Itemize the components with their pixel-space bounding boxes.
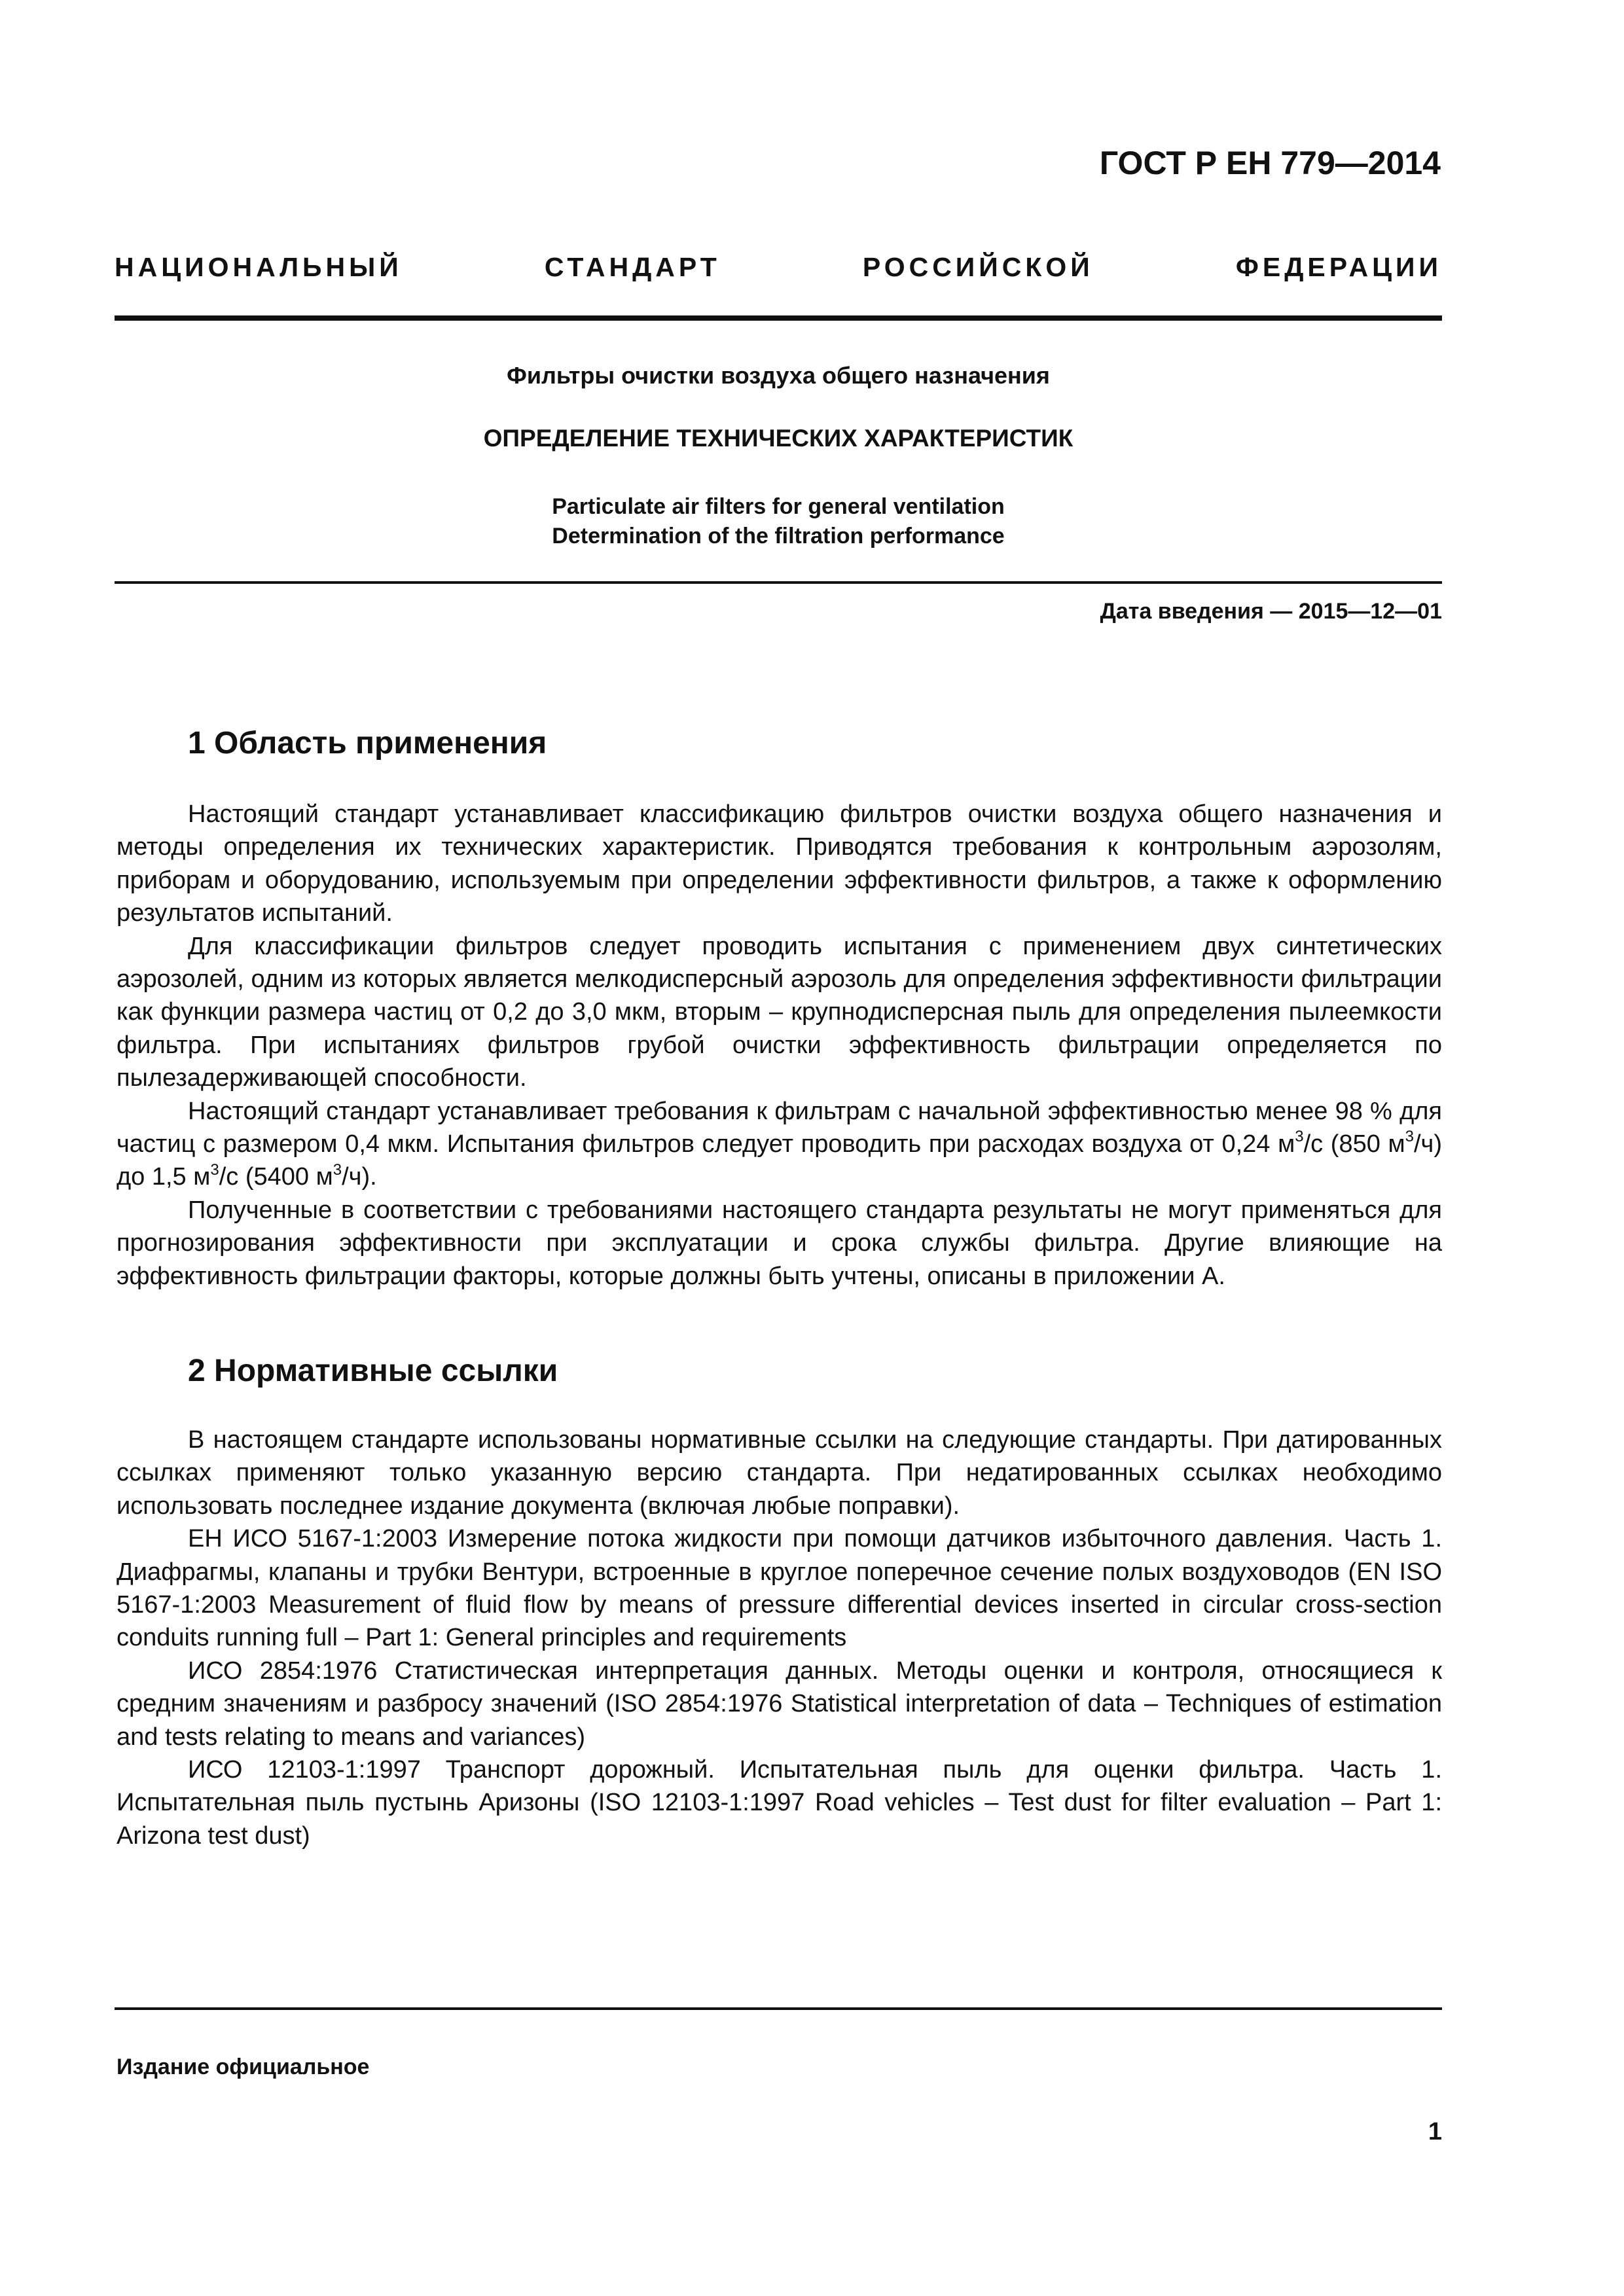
introduction-date: Дата введения — 2015—12—01 — [1100, 599, 1442, 624]
document-number: ГОСТ Р ЕН 779—2014 — [1099, 145, 1441, 181]
section-1-paragraph-3: Настоящий стандарт устанавливает требования к фильтрам с начальной эффективностью менее 98 % для частиц с размером 0,4 мкм. Испытания фильтров следует проводить при расходах воздуха от 0,24 $м^3/с$ (850 $м^3/ч$) до 1,5 $м^3/с$ (5400 $м^3/ч$). — [117, 1097, 1442, 1191]
russian-subtitle: ОПРЕДЕЛЕНИЕ ТЕХНИЧЕСКИХ ХАРАКТЕРИСТИК — [483, 425, 1074, 452]
section-1-heading: 1 Область применения — [188, 726, 547, 761]
russian-title: Фильтры очистки воздуха общего назначения — [507, 362, 1050, 389]
national-standard-banner: НАЦИОНАЛЬНЫЙ СТАНДАРТ РОССИЙСКОЙ ФЕДЕРАЦИИ — [115, 252, 1442, 282]
section-1-body — [117, 798, 1442, 1293]
section-2-reference-3: ИСО 12103-1:1997 Транспорт дорожный. Испытательная пыль для оценки фильтра. Часть 1. Испытательная пыль пустынь Аризоны (ISO 12103-1:1997 Road vehicles – Test dust for filter evaluation – Part 1: Arizona test dust) — [117, 1756, 1442, 1850]
section-2-heading: 2 Нормативные ссылки — [188, 1354, 558, 1388]
english-title — [115, 492, 1442, 551]
section-2-body — [117, 1424, 1442, 1852]
title-divider — [115, 581, 1442, 584]
english-title-line-2: Determination of the filtration performance — [552, 524, 1005, 548]
header-divider — [115, 315, 1442, 321]
footer-divider — [115, 2007, 1442, 2010]
section-2-reference-1: ЕН ИСО 5167-1:2003 Измерение потока жидкости при помощи датчиков избыточного давления. Часть 1. Диафрагмы, клапаны и трубки Вентури, встроенные в круглое поперечное сечение полых воздуховодов (EN ISO 5167-1:2003 Measurement of fluid flow by means of pressure differential devices inserted in circular cross-section conduits running full – Part 1: General principles and requirements — [117, 1525, 1442, 1652]
page-number: 1 — [1428, 2118, 1442, 2145]
official-edition-label: Издание официальное — [117, 2054, 370, 2079]
section-1-paragraph-4: Полученные в соответствии с требованиями настоящего стандарта результаты не могут применяться для прогнозирования эффективности при эксплуатации и срока службы фильтра. Другие влияющие на эффективность фильтрации факторы, которые должны быть учтены, описаны в приложении А. — [117, 1196, 1442, 1290]
english-title-line-1: Particulate air filters for general ventilation — [552, 494, 1005, 519]
section-2-reference-2: ИСО 2854:1976 Статистическая интерпретация данных. Методы оценки и контроля, относящиеся к средним значениям и разбросу значений (ISO 2854:1976 Statistical interpretation of data – Techniques of estimation and tests relating to means and variances) — [117, 1657, 1442, 1751]
section-1-paragraph-1: Настоящий стандарт устанавливает классификацию фильтров очистки воздуха общего назначения и методы определения их технических характеристик. Приводятся требования к контрольным аэрозолям, приборам и оборудованию, используемым при определении эффективности фильтров, а также к оформлению результатов испытаний. — [117, 800, 1442, 927]
section-2-paragraph-1: В настоящем стандарте использованы нормативные ссылки на следующие стандарты. При датированных ссылках применяют только указанную версию стандарта. При недатированных ссылках необходимо использовать последнее издание документа (включая любые поправки). — [117, 1426, 1442, 1520]
section-1-paragraph-2: Для классификации фильтров следует проводить испытания с применением двух синтетических аэрозолей, одним из которых является мелкодисперсный аэрозоль для определения эффективности фильтрации как функции размера частиц от 0,2 до 3,0 мкм, вторым – крупнодисперсная пыль для определения пылеемкости фильтра. При испытаниях фильтров грубой очистки эффективность фильтрации определяется по пылезадерживающей способности. — [117, 932, 1442, 1092]
